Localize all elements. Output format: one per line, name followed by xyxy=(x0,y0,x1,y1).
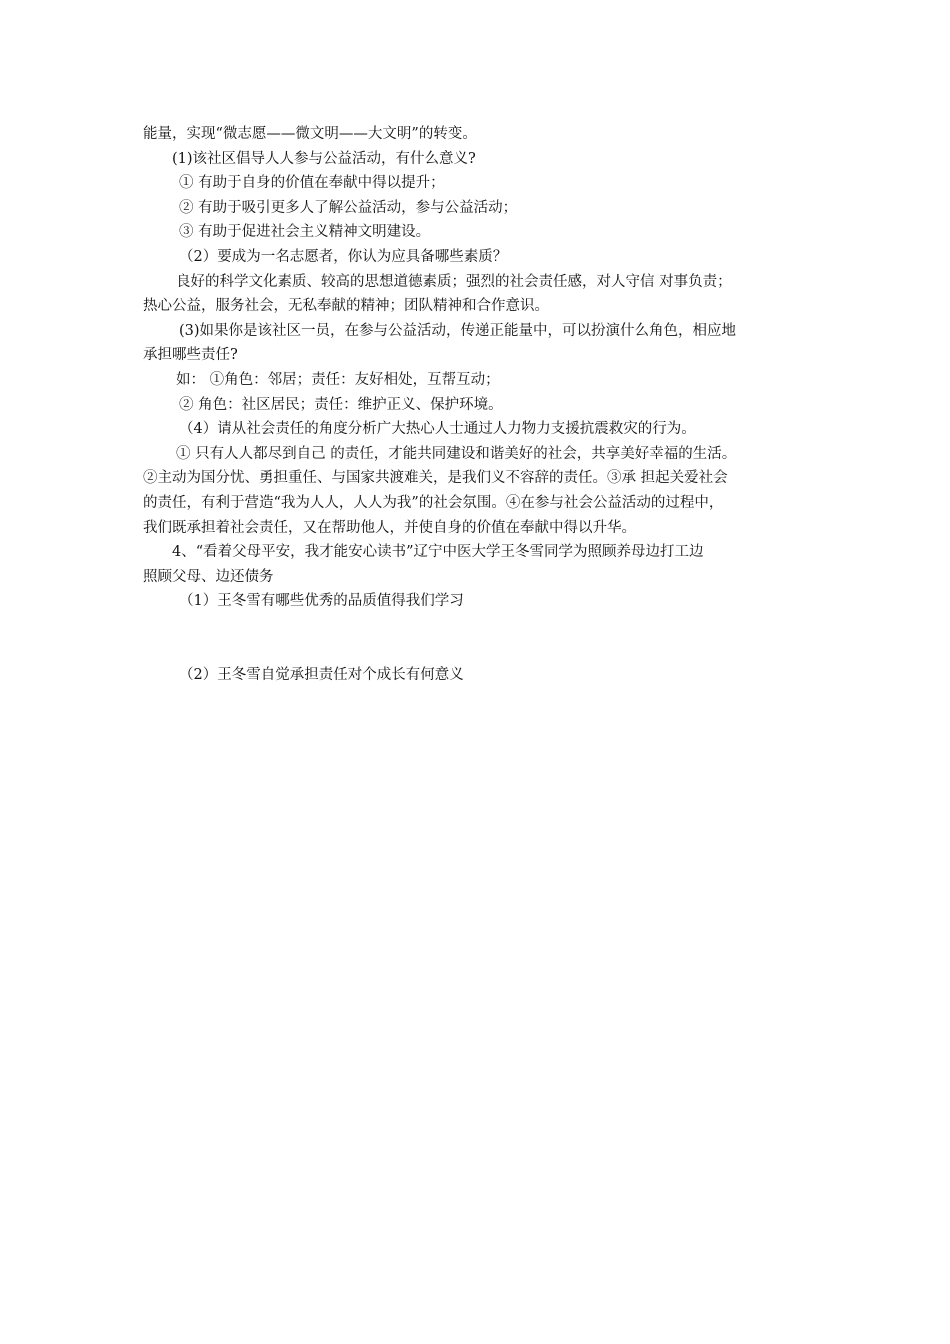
item-4-line-2: 照顾父母、边还债务 xyxy=(143,568,274,585)
answer-2-line-2: 热心公益，服务社会，无私奉献的精神；团队精神和合作意识。 xyxy=(143,298,549,315)
question-3-line-2: 承担哪些责任? xyxy=(143,347,238,364)
item-4-question-2: （2）王冬雪自觉承担责任对个成长有何意义 xyxy=(179,666,464,683)
answer-1-item-3: ③ 有助于促进社会主义精神文明建设。 xyxy=(179,224,431,241)
item-4-line-1: 4、“看着父母平安，我才能安心读书”辽宁中医大学王冬雪同学为照顾养母边打工边 xyxy=(172,544,704,561)
question-3-line-1: (3)如果你是该社区一员，在参与公益活动，传递正能量中，可以扮演什么角色，相应地 xyxy=(179,322,737,339)
answer-1-item-2: ② 有助于吸引更多人了解公益活动，参与公益活动； xyxy=(179,199,518,216)
question-4: （4）请从社会责任的角度分析广大热心人士通过人力物力支援抗震救灾的行为。 xyxy=(179,421,696,438)
answer-4-line-4: 我们既承担着社会责任，又在帮助他人，并使自身的价值在奉献中得以升华。 xyxy=(143,519,636,536)
document-body xyxy=(143,122,823,687)
question-2: （2）要成为一名志愿者，你认为应具备哪些素质？ xyxy=(179,248,508,265)
answer-space xyxy=(143,614,823,663)
answer-4-line-3: 的责任，有利于营造“我为人人，人人为我”的社会氛围。④在参与社会公益活动的过程中， xyxy=(143,494,724,511)
answer-4-line-2: ②主动为国分忧、勇担重任、与国家共渡难关，是我们义不容辞的责任。③承 担起关爱社会 xyxy=(143,470,728,487)
item-4-question-1: （1）王冬雪有哪些优秀的品质值得我们学习 xyxy=(179,593,464,610)
answer-4-line-1: ① 只有人人都尽到自己 的责任，才能共同建设和谐美好的社会，共享美好幸福的生活。 xyxy=(176,445,737,462)
answer-2-line-1: 良好的科学文化素质、较高的思想道德素质；强烈的社会责任感，对人守信 对事负责； xyxy=(176,273,732,290)
answer-3-item-1: 如： ①角色：邻居；责任：友好相处，互帮互动； xyxy=(176,371,500,388)
answer-1-item-1: ① 有助于自身的价值在奉献中得以提升； xyxy=(179,175,445,192)
answer-3-item-2: ② 角色：社区居民；责任：维护正义、保护环境。 xyxy=(179,396,503,413)
text-line-1: 能量，实现“微志愿——微文明——大文明”的转变。 xyxy=(143,126,477,142)
question-1: (1)该社区倡导人人参与公益活动，有什么意义? xyxy=(172,150,476,167)
